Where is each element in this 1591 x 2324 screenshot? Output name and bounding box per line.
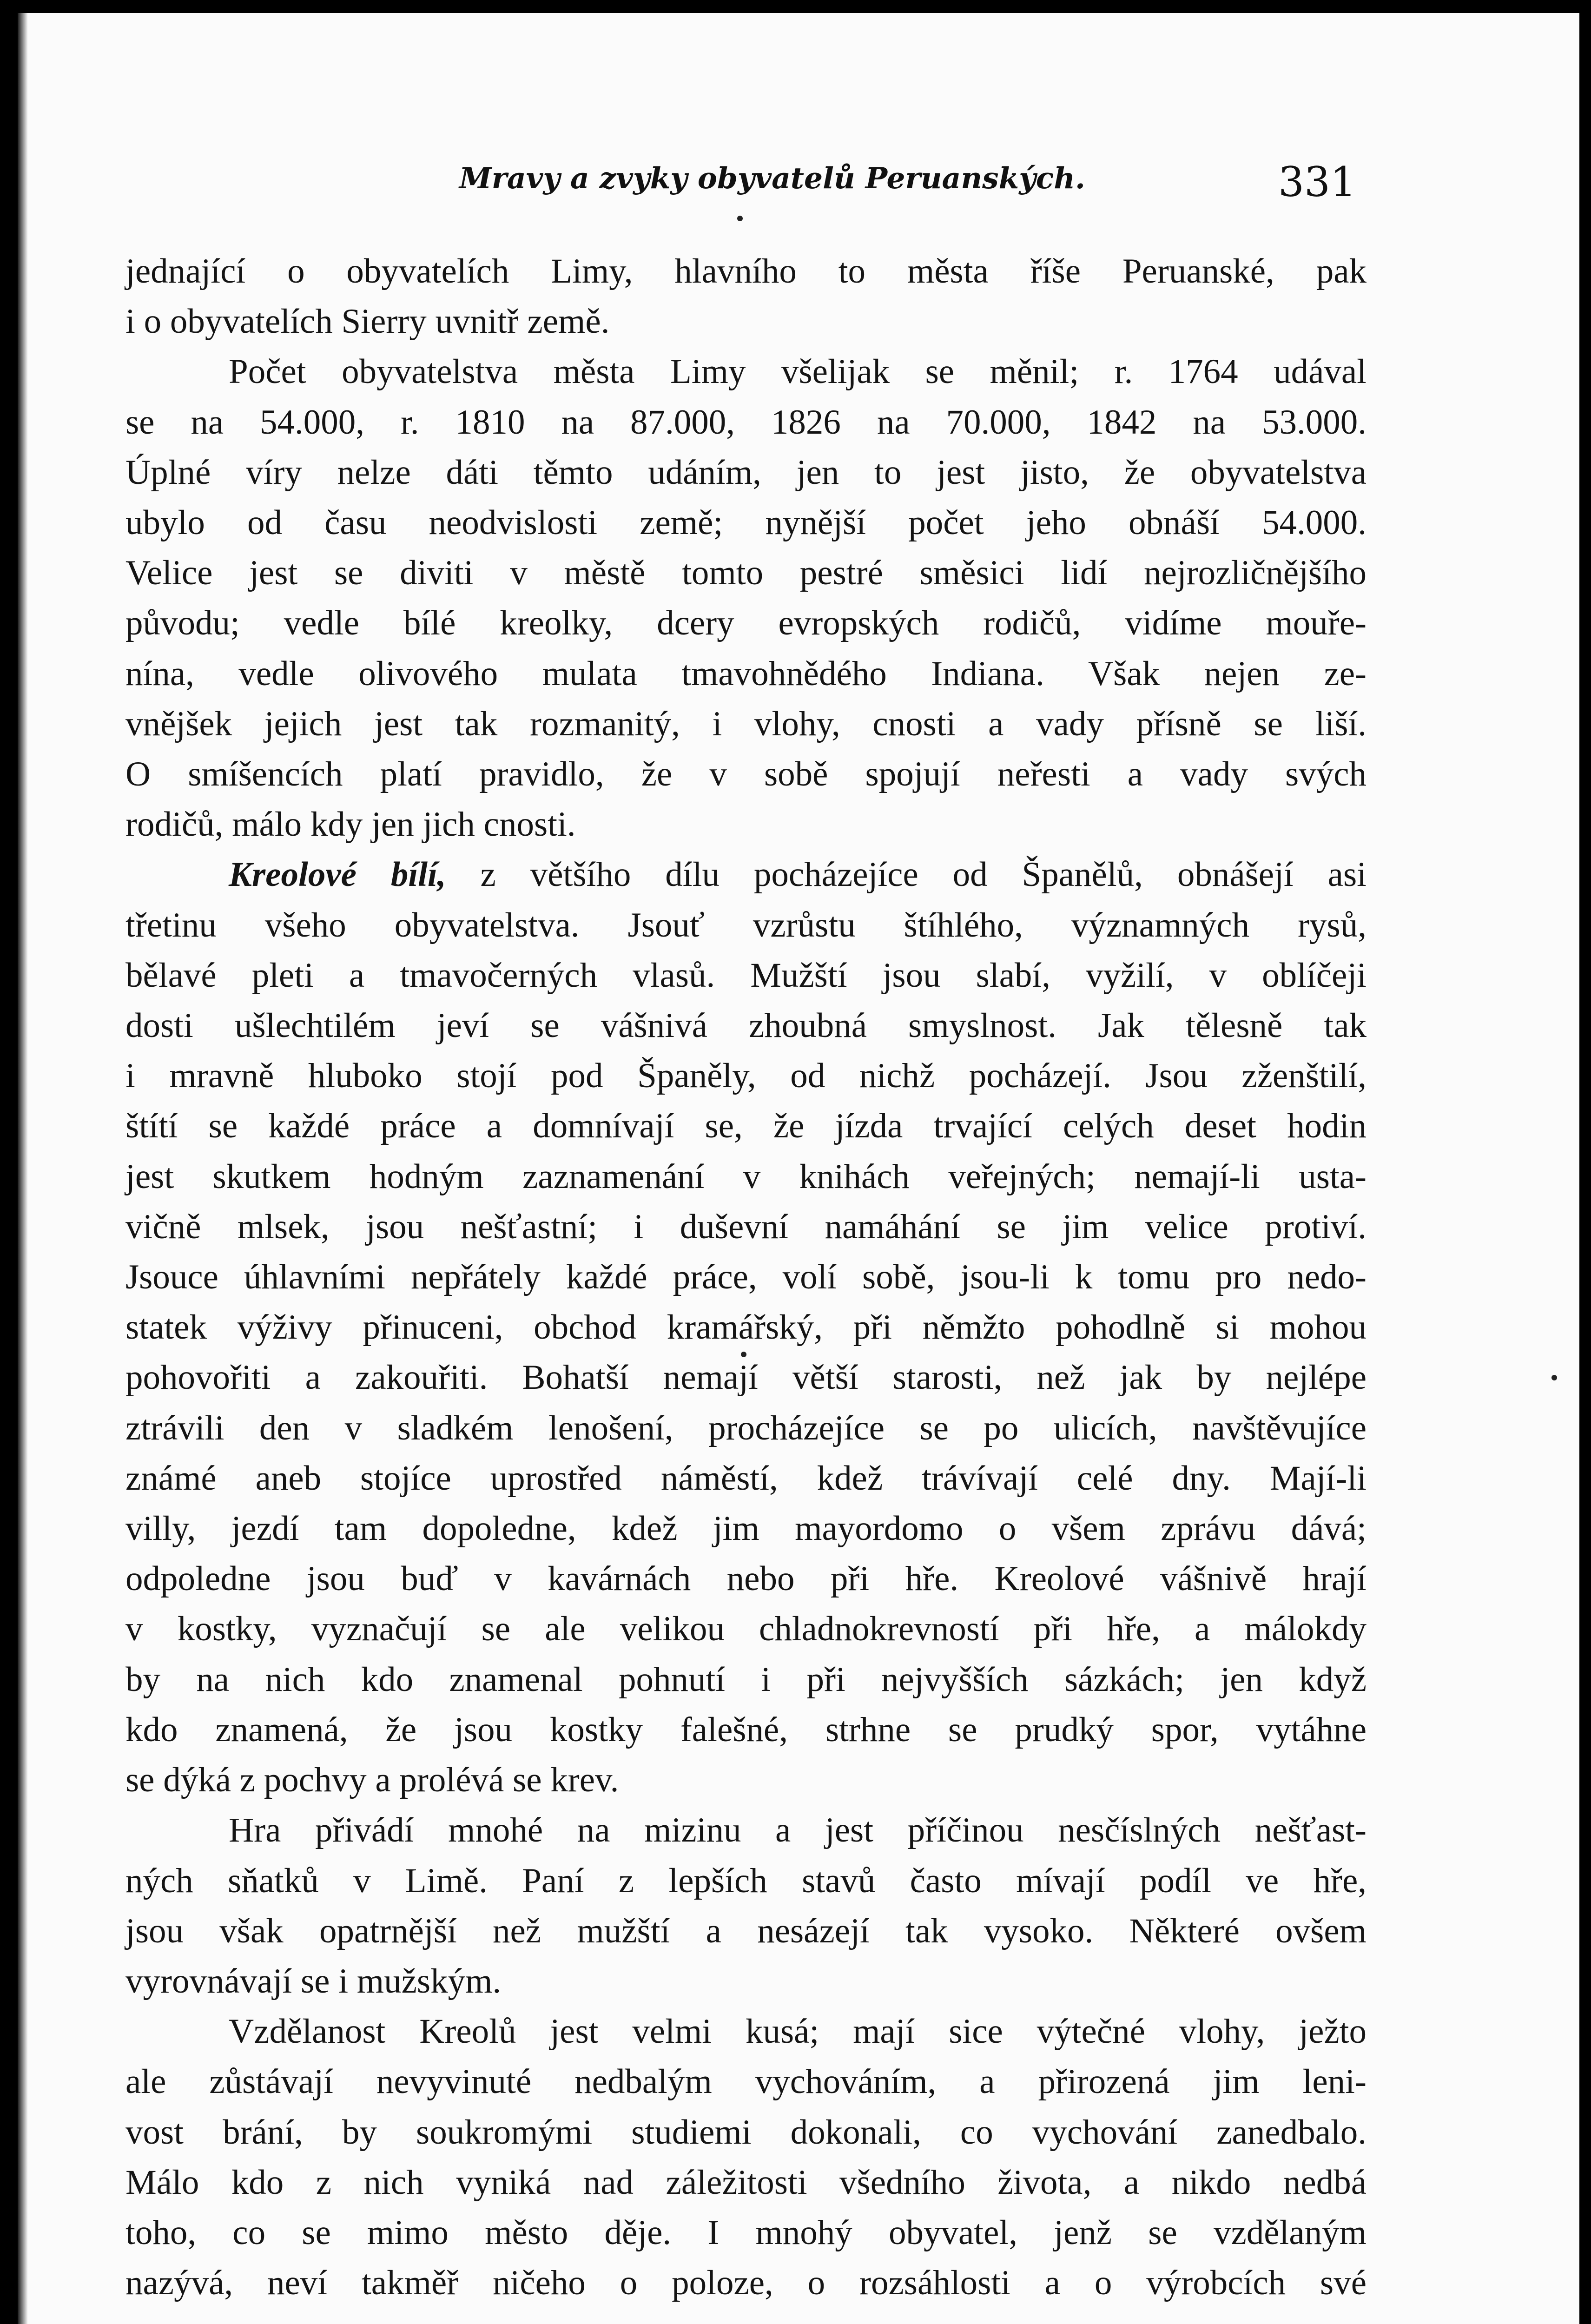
page-number: 331 bbox=[1278, 158, 1356, 206]
text-line: pohovořiti a zakouřiti. Bohatší nemají větší starosti, než jak by nejlépe bbox=[125, 1358, 1367, 1397]
text-line: O smíšencích platí pravidlo, že v sobě spojují neřesti a vady svých bbox=[125, 755, 1367, 794]
text-line: ztrávili den v sladkém lenošení, procházejíce se po ulicích, navštěvujíce bbox=[125, 1408, 1367, 1447]
text-line: štítí se každé práce a domnívají se, že jízda trvající celých deset hodin bbox=[125, 1107, 1367, 1146]
kreolove-emphasis: Kreolové bílí, bbox=[229, 855, 446, 894]
text-line: vnějšek jejich jest tak rozmanitý, i vlohy, cnosti a vady přísně se liší. bbox=[125, 704, 1367, 743]
text-line: Úplné víry nelze dáti těmto udáním, jen to jest jisto, že obyvatelstva bbox=[125, 453, 1367, 492]
text-line: jsou však opatrnější než mužští a nesázejí tak vysoko. Některé ovšem bbox=[125, 1911, 1367, 1950]
text-line: vyrovnávají se i mužským. bbox=[125, 1961, 502, 2000]
text-line: ale zůstávají nevyvinuté nedbalým vychováním, a přirozená jim leni- bbox=[125, 2062, 1367, 2101]
text-line: Velice jest se diviti v městě tomto pestré směsici lidí nejrozličnějšího bbox=[125, 554, 1367, 593]
text-line: odpoledne jsou buď v kavárnách nebo při hře. Kreolové vášnivě hrají bbox=[125, 1559, 1367, 1598]
text-line: Počet obyvatelstva města Limy všelijak se měnil; r. 1764 udával bbox=[229, 352, 1367, 391]
body-text bbox=[125, 246, 1367, 2308]
text-line: Málo kdo z nich vyniká nad záležitosti všedního života, a nikdo nedbá bbox=[125, 2163, 1367, 2202]
text-line: Hra přivádí mnohé na mizinu a jest příčinou nesčíslných nešťast- bbox=[229, 1811, 1367, 1850]
text-line: by na nich kdo znamenal pohnutí i při nejvyšších sázkách; jen když bbox=[125, 1660, 1367, 1699]
text-line: nína, vedle olivového mulata tmavohnědého Indiana. Však nejen ze- bbox=[125, 654, 1367, 693]
text-line: vost brání, by soukromými studiemi dokonali, co vychování zanedbalo. bbox=[125, 2113, 1367, 2152]
text-line: bělavé pleti a tmavočerných vlasů. Mužští jsou slabí, vyžilí, v oblíčeji bbox=[125, 956, 1367, 995]
text-line: statek výživy přinuceni, obchod kramářský, při němžto pohodlně si mohou bbox=[125, 1308, 1367, 1347]
text-line: původu; vedle bílé kreolky, dcery evropských rodičů, vidíme mouře- bbox=[125, 604, 1367, 643]
text-line bbox=[125, 850, 1367, 900]
text-line: villy, jezdí tam dopoledne, kdež jim mayordomo o všem zprávu dává; bbox=[125, 1509, 1367, 1548]
text-line: jest skutkem hodným zaznamenání v knihách veřejných; nemají-li usta- bbox=[125, 1157, 1367, 1196]
text-line: ubylo od času neodvislosti země; nynější počet jeho obnáší 54.000. bbox=[125, 503, 1367, 542]
text-line: i o obyvatelích Sierry uvnitř země. bbox=[125, 302, 610, 341]
text-line: třetinu všeho obyvatelstva. Jsouť vzrůstu štíhlého, významných rysů, bbox=[125, 905, 1367, 944]
running-header: Mravy a zvyky obyvatelů Peruanských. bbox=[459, 161, 1085, 195]
text-line: jednající o obyvatelích Limy, hlavního to města říše Peruanské, pak bbox=[125, 252, 1367, 290]
text-line: nazývá, neví takměř ničeho o poloze, o rozsáhlosti a o výrobcích své bbox=[125, 2264, 1367, 2303]
text-line: kdo znamená, že jsou kostky falešné, strhne se prudký spor, vytáhne bbox=[125, 1710, 1367, 1749]
text-line: známé aneb stojíce uprostřed náměstí, kdež trávívají celé dny. Mají-li bbox=[125, 1459, 1367, 1498]
text-line: se dýká z pochvy a prolévá se krev. bbox=[125, 1761, 619, 1800]
text-line: se na 54.000, r. 1810 na 87.000, 1826 na 70.000, 1842 na 53.000. bbox=[125, 403, 1367, 442]
text-line: ných sňatků v Limě. Paní z lepších stavů často mívají podíl ve hře, bbox=[125, 1861, 1367, 1900]
print-speck bbox=[737, 216, 743, 221]
text-line: vičně mlsek, jsou nešťastní; i duševní namáhání se jim velice protiví. bbox=[125, 1207, 1367, 1246]
text-line: Vzdělanost Kreolů jest velmi kusá; mají sice výtečné vlohy, ježto bbox=[229, 2012, 1367, 2051]
text-line: dosti ušlechtilém jeví se vášnivá zhoubná smyslnost. Jak tělesně tak bbox=[125, 1006, 1367, 1045]
text-line: v kostky, vyznačují se ale velikou chladnokrevností při hře, a málokdy bbox=[125, 1610, 1367, 1649]
print-speck bbox=[1551, 1375, 1557, 1380]
kreolove-rest: z většího dílu pocházejíce od Španělů, obnášejí asi bbox=[446, 855, 1367, 894]
text-line: rodičů, málo kdy jen jich cnosti. bbox=[125, 805, 576, 844]
text-line: i mravně hluboko stojí pod Španěly, od nichž pocházejí. Jsou zženštilí, bbox=[125, 1056, 1367, 1096]
book-page bbox=[18, 13, 1579, 2324]
text-line: toho, co se mimo město děje. I mnohý obyvatel, jenž se vzdělaným bbox=[125, 2213, 1367, 2252]
page-edge-shadow bbox=[18, 13, 28, 2324]
text-line: Jsouce úhlavními nepřátely každé práce, volí sobě, jsou-li k tomu pro nedo- bbox=[125, 1258, 1367, 1297]
